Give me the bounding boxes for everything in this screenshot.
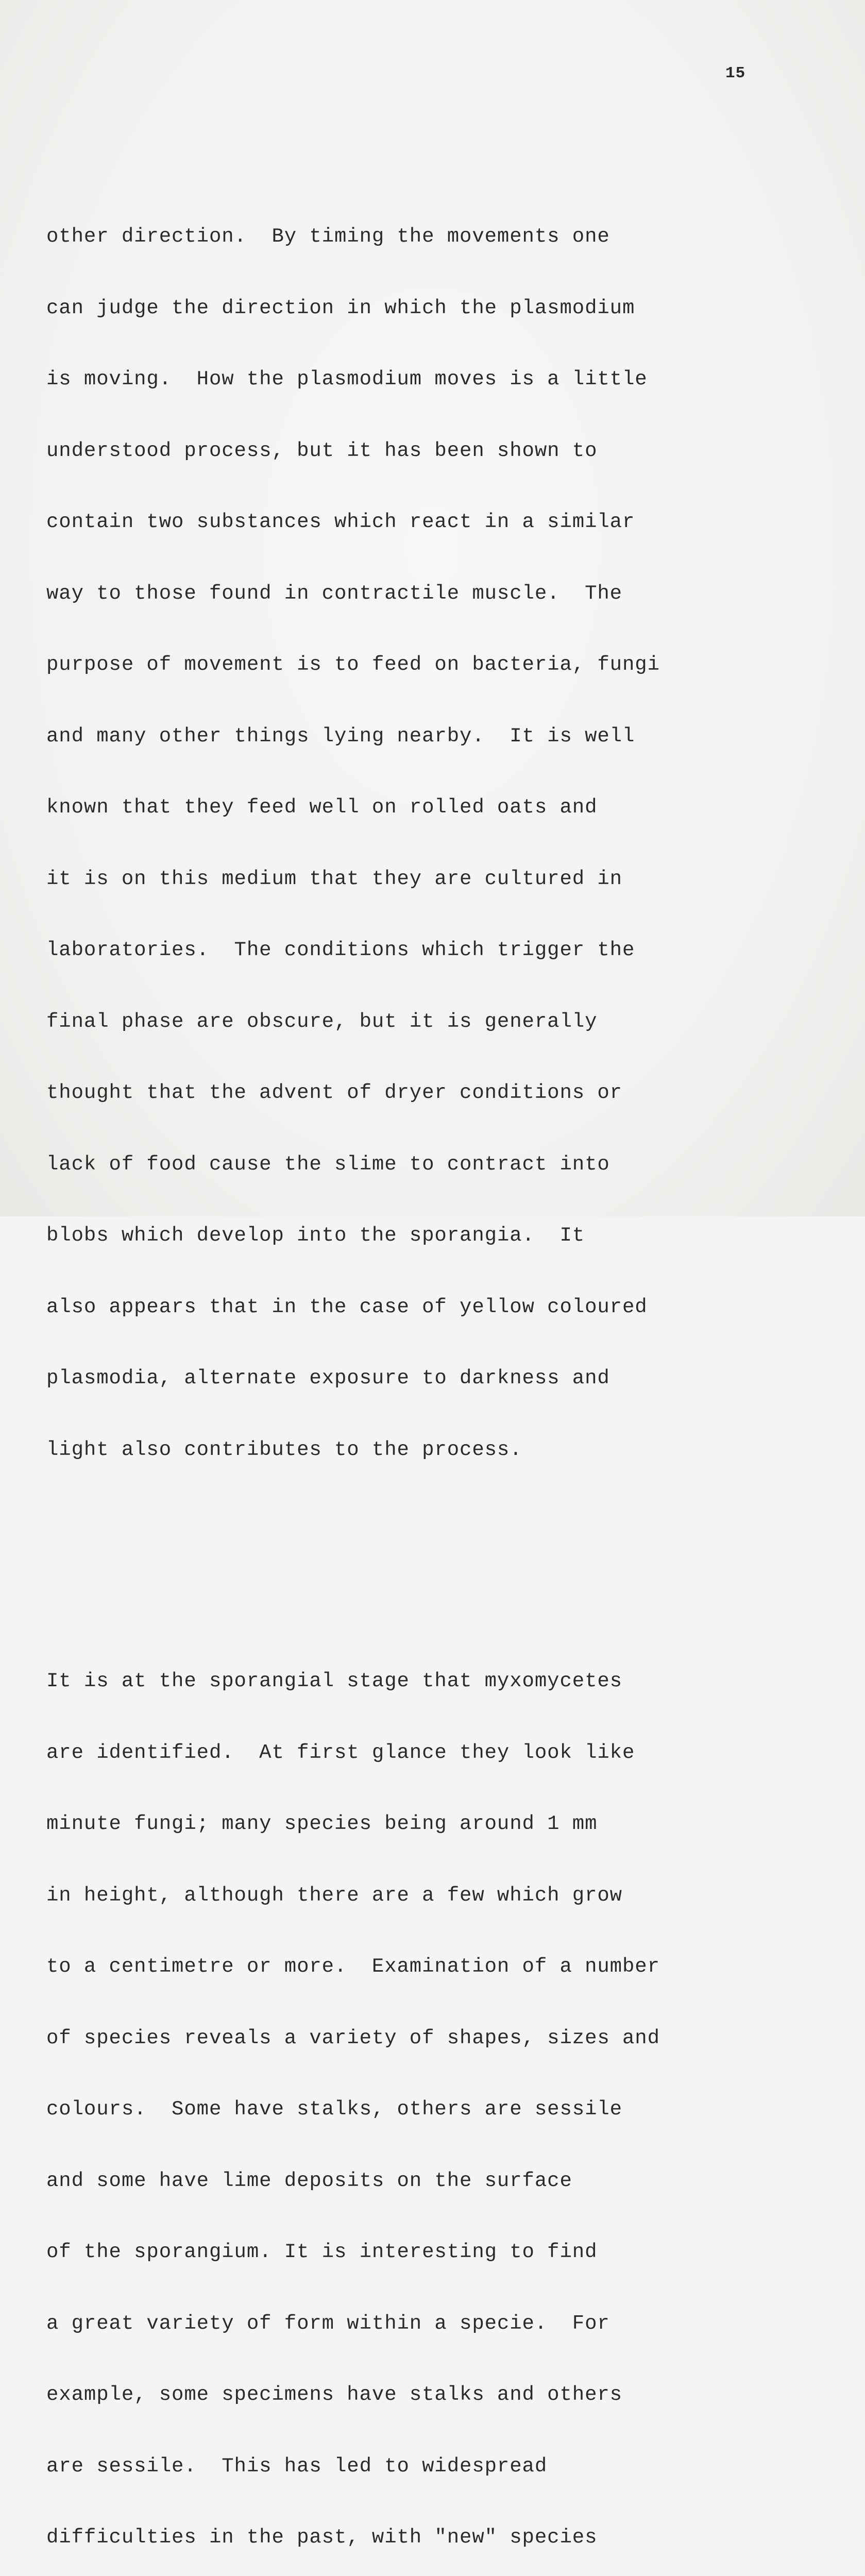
text-line: a great variety of form within a specie. For <box>46 2312 610 2335</box>
body-text <box>46 133 840 2576</box>
text-line: is moving. How the plasmodium moves is a little <box>46 368 648 391</box>
text-line: it is on this medium that they are cultured in <box>46 867 622 890</box>
text-line: can judge the direction in which the plasmodium <box>46 296 635 319</box>
text-line: and many other things lying nearby. It is well <box>46 724 635 748</box>
text-line: of the sporangium. It is interesting to find <box>46 2241 598 2263</box>
text-line: blobs which develop into the sporangia. It <box>46 1224 585 1247</box>
text-line: lack of food cause the slime to contract into <box>46 1153 610 1176</box>
text-line: to a centimetre or more. Examination of a number <box>46 1955 660 1978</box>
text-line: way to those found in contractile muscle. The <box>46 582 622 605</box>
paragraph-gap <box>46 1553 840 1578</box>
text-line: other direction. By timing the movements one <box>46 225 610 248</box>
text-line: of species reveals a variety of shapes, sizes and <box>46 2026 660 2049</box>
text-line: example, some specimens have stalks and others <box>46 2383 622 2406</box>
text-line: plasmodia, alternate exposure to darkness and <box>46 1367 610 1389</box>
text-line: and some have lime deposits on the surface <box>46 2169 572 2192</box>
text-line: thought that the advent of dryer conditions or <box>46 1081 622 1104</box>
text-line: also appears that in the case of yellow coloured <box>46 1295 648 1318</box>
text-line: are sessile. This has led to widespread <box>46 2454 548 2478</box>
paragraph-2 <box>46 1623 840 2576</box>
text-line: It is at the sporangial stage that myxomycetes <box>46 1670 622 1692</box>
text-line: colours. Some have stalks, others are sessile <box>46 2098 622 2121</box>
text-line: difficulties in the past, with "new" species <box>46 2526 598 2549</box>
text-line: purpose of movement is to feed on bacteria, fungi <box>46 653 660 676</box>
text-line: understood process, but it has been shown to <box>46 439 598 462</box>
text-line: known that they feed well on rolled oats and <box>46 796 598 819</box>
page-number: 15 <box>725 64 746 82</box>
paragraph-1 <box>46 178 840 1508</box>
text-line: final phase are obscure, but it is generally <box>46 1010 598 1033</box>
text-line: laboratories. The conditions which trigger the <box>46 939 635 961</box>
text-line: are identified. At first glance they look like <box>46 1741 635 1764</box>
text-line: contain two substances which react in a similar <box>46 511 635 533</box>
text-line: light also contributes to the process. <box>46 1438 522 1461</box>
text-line: minute fungi; many species being around 1 mm <box>46 1812 598 1835</box>
text-line: in height, although there are a few which grow <box>46 1884 622 1907</box>
